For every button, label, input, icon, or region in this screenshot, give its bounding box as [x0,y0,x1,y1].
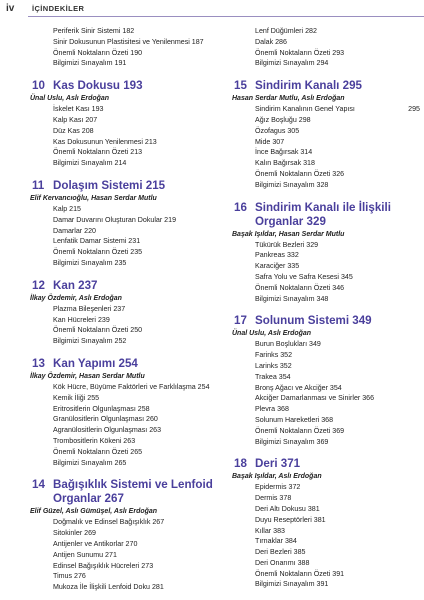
chapter-title: Bağışıklık Sistemi ve Lenfoid Organlar 267 [53,478,213,506]
toc-entry[interactable]: Trombositlerin Kökeni 263 [53,436,136,445]
toc-entry[interactable]: Karaciğer 335 [255,262,300,271]
toc-entry[interactable]: Sinir Dokusunun Plastisitesi ve Yenilenmesi 187 [53,37,204,46]
toc-entry[interactable]: Kalp Kası 207 [53,115,98,124]
toc-entry[interactable]: Kıllar 383 [255,526,285,535]
toc-entry[interactable]: Bilgimizi Sınayalım 348 [255,294,329,303]
entry-page-number: 295 [408,105,420,114]
toc-entry[interactable]: Bilgimizi Sınayalım 214 [53,159,127,168]
continuation-list [234,26,416,69]
chapter-title: Kan 237 [53,278,98,292]
toc-entry[interactable]: Larinks 352 [255,361,292,370]
toc-entry[interactable]: Bilgimizi Sınayalım 369 [255,437,329,446]
chapter-heading[interactable] [32,478,222,506]
toc-entry[interactable]: Kas Dokusunun Yenilenmesi 213 [53,137,157,146]
toc-entry[interactable]: Önemli Noktaların Özeti 190 [53,48,143,57]
toc-entry[interactable]: Lenfatik Damar Sistemi 231 [53,237,141,246]
toc-entry[interactable]: Kalp 215 [53,204,82,213]
page-number: iv [6,3,15,14]
toc-entry[interactable]: Bilgimizi Sınayalım 235 [53,258,127,267]
chapter-heading[interactable] [234,457,416,471]
toc-entry[interactable]: Duyu Reseptörleri 381 [255,515,326,524]
toc-entry[interactable]: Önemli Noktaların Özeti 346 [255,283,345,292]
toc-entry[interactable]: Bronş Ağacı ve Akciğer 354 [255,383,342,392]
toc-entry[interactable]: Granülositlerin Olgunlaşması 260 [53,415,158,424]
toc-entry[interactable]: Kan Hücreleri 239 [53,315,110,324]
chapter-heading[interactable] [32,79,222,93]
toc-entry[interactable]: Antijenler ve Antikorlar 270 [53,539,138,548]
continuation-block [32,26,222,69]
chapter-heading[interactable] [32,279,222,293]
chapter-title: Kan Yapımı 254 [53,356,138,370]
chapter-17 [234,314,416,447]
toc-left-column [32,24,222,593]
chapter-authors: Ünal Uslu, Aslı Erdoğan [232,330,312,338]
chapter-authors: Elif Güzel, Aslı Gümüşel, Aslı Erdoğan [30,508,158,516]
toc-entry[interactable]: Önemli Noktaların Özeti 391 [255,569,345,578]
toc-entry[interactable]: Antijen Sunumu 271 [53,550,117,559]
toc-entry[interactable]: Sitokinler 269 [53,529,96,538]
toc-entry[interactable]: Farinks 352 [255,351,293,360]
chapter-15 [232,79,420,190]
chapter-title: Kas Dokusu 193 [53,79,143,93]
toc-entry[interactable]: Timus 276 [53,572,86,581]
chapter-number: 17 [234,314,247,328]
chapter-entries [32,382,222,468]
toc-entry[interactable]: Doğmalık ve Edinsel Bağışıklık 267 [53,518,165,527]
chapter-heading[interactable] [32,357,222,371]
chapter-entries [234,104,420,190]
chapter-entries [32,204,222,269]
toc-entry[interactable]: Lenf Düğümleri 282 [255,27,317,35]
toc-entry[interactable]: Dalak 286 [255,37,287,46]
chapter-heading[interactable] [234,79,416,93]
chapter-number: 13 [32,356,45,370]
toc-entry[interactable]: Kalın Bağırsak 318 [255,159,315,168]
chapter-number: 18 [234,457,247,471]
chapter-authors: Ünal Uslu, Aslı Erdoğan [30,95,110,103]
chapter-number: 12 [32,278,45,292]
chapter-title: Solunum Sistemi 349 [255,314,372,328]
chapter-heading[interactable] [234,314,416,328]
toc-entry[interactable]: Bilgimizi Sınayalım 265 [53,458,127,467]
toc-entry[interactable]: Damar Duvarını Oluşturan Dokular 219 [53,215,177,224]
toc-entry[interactable]: İnce Bağırsak 314 [255,148,313,157]
chapter-number: 11 [32,178,45,192]
toc-entry[interactable]: Bilgimizi Sınayalım 328 [255,180,329,189]
toc-entry[interactable]: Önemli Noktaların Özeti 293 [255,48,345,57]
toc-entry[interactable]: Önemli Noktaların Özeti 250 [53,326,143,335]
toc-entry[interactable]: Plevra 368 [255,405,289,414]
toc-entry[interactable]: Eritrositlerin Olgunlaşması 258 [53,404,150,413]
toc-entry[interactable]: Damarlar 220 [53,226,96,235]
chapter-entries [32,104,222,169]
chapter-11 [32,179,222,269]
toc-entry[interactable]: Düz Kas 208 [53,126,94,135]
toc-entry[interactable]: Ağız Boşluğu 298 [255,115,311,124]
toc-entry[interactable]: Sindirim Kanalının Genel Yapısı 295 [255,105,420,114]
toc-entry[interactable]: Edinsel Bağışıklık Hücreleri 273 [53,561,154,570]
chapter-14 [32,478,222,593]
chapter-authors: İlkay Özdemir, Hasan Serdar Mutlu [30,372,145,380]
chapter-number: 16 [234,200,247,214]
toc-entry[interactable]: Bilgimizi Sınayalım 252 [53,337,127,346]
toc-entry[interactable]: Burun Boşlukları 349 [255,340,321,349]
chapter-18 [234,457,416,590]
toc-entry[interactable]: Deri Altı Dokusu 381 [255,504,320,513]
chapter-number: 14 [32,478,45,492]
chapter-entries [234,339,416,447]
toc-entry[interactable]: Pankreas 332 [255,251,299,260]
chapter-12 [32,279,222,347]
toc-entry[interactable]: Bilgimizi Sınayalım 191 [53,59,127,68]
toc-entry[interactable]: Trakea 354 [255,372,291,381]
chapter-title: Sindirim Kanalı 295 [255,79,362,93]
toc-entry[interactable]: Önemli Noktaların Özeti 213 [53,148,143,157]
chapter-authors: Başak Işıldar, Hasan Serdar Mutlu [232,230,345,238]
toc-entry[interactable]: Mide 307 [255,137,285,146]
toc-entry[interactable]: Kemik İliği 255 [53,393,100,402]
page-header [0,0,424,18]
chapter-authors: İlkay Özdemir, Aslı Erdoğan [30,294,122,302]
toc-entry[interactable]: Önemli Noktaların Özeti 369 [255,426,345,435]
chapter-authors: Hasan Serdar Mutlu, Aslı Erdoğan [232,95,345,103]
toc-entry[interactable]: Solunum Hareketleri 368 [255,415,334,424]
toc-entry[interactable]: İskelet Kası 193 [53,105,104,114]
toc-entry[interactable]: Plazma Bileşenleri 237 [53,304,126,313]
toc-entry[interactable]: Kök Hücre, Büyüme Faktörleri ve Farklılaşma 254 [53,382,210,391]
chapter-entries [32,304,222,347]
toc-entry[interactable]: Dermis 378 [255,494,292,503]
chapter-title: Deri 371 [255,457,301,471]
toc-entry[interactable]: Önemli Noktaların Özeti 235 [53,248,143,257]
toc-entry[interactable]: Tırnaklar 384 [255,537,297,546]
chapter-number: 15 [234,79,247,93]
chapter-title: Sindirim Kanalı ile İlişkili Organlar 329 [255,200,391,228]
header-rule [28,16,424,17]
toc-entry[interactable]: Deri Bezleri 385 [255,548,306,557]
toc-entry[interactable]: Deri Onarımı 388 [255,558,310,567]
toc-entry[interactable]: Tükürük Bezleri 329 [255,240,319,249]
chapter-authors: Elif Kervancıoğlu, Hasan Serdar Mutlu [30,194,157,202]
chapter-entries [234,240,416,305]
chapter-number: 10 [32,79,45,93]
toc-entry[interactable]: Safra Yolu ve Safra Kesesi 345 [255,272,353,281]
chapter-10 [32,79,222,169]
chapter-heading[interactable] [234,201,416,229]
continuation-list [32,26,222,69]
chapter-16 [234,201,416,305]
toc-entry[interactable]: Önemli Noktaların Özeti 326 [255,169,345,178]
toc-entry[interactable]: Bilgimizi Sınayalım 294 [255,59,329,68]
continuation-block [234,26,416,69]
chapter-title: Dolaşım Sistemi 215 [53,178,166,192]
chapter-entries [32,517,222,593]
toc-right-column [232,24,420,590]
toc-entry[interactable]: Periferik Sinir Sistemi 182 [53,27,135,35]
toc-entry[interactable]: Bilgimizi Sınayalım 391 [255,580,329,589]
toc-entry[interactable]: Mukoza İle İlişkili Lenfoid Doku 281 [53,583,164,592]
chapter-heading[interactable] [32,179,222,193]
toc-entry[interactable]: Önemli Noktaların Özeti 265 [53,447,143,456]
toc-entry[interactable]: Akciğer Damarlanması ve Sinirler 366 [255,394,375,403]
chapter-13 [32,357,222,468]
toc-entry[interactable]: Özofagus 305 [255,126,300,135]
chapter-entries [234,482,416,590]
toc-entry[interactable]: Agranülositlerin Olgunlaşması 263 [53,426,162,435]
toc-entry[interactable]: Epidermis 372 [255,483,301,492]
chapter-authors: Başak Işıldar, Aslı Erdoğan [232,473,322,481]
header-title: İÇİNDEKİLER [32,4,85,13]
